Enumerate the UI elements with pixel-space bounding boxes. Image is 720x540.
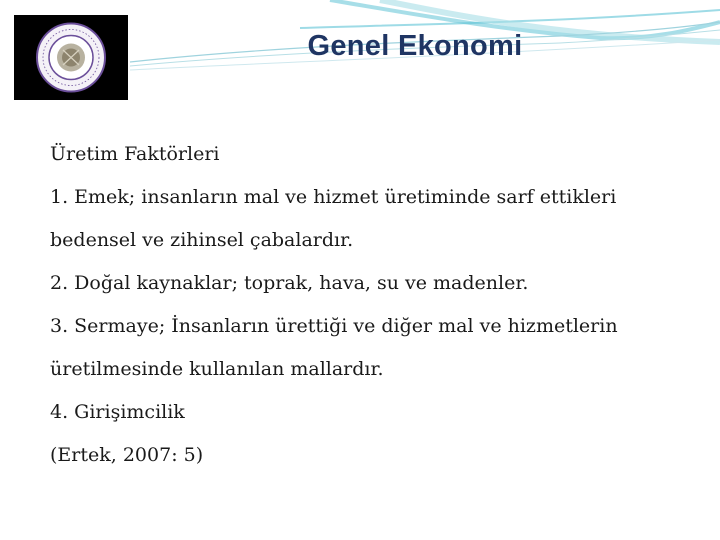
- list-item: 2. Doğal kaynaklar; toprak, hava, su ve madenler.: [50, 272, 529, 294]
- list-item-continuation: bedensel ve zihinsel çabalardır.: [50, 229, 354, 251]
- list-item: 3. Sermaye; İnsanların ürettiği ve diğer mal ve hizmetlerin: [50, 315, 618, 337]
- list-item-continuation: üretilmesinde kullanılan mallardır.: [50, 358, 384, 380]
- citation: (Ertek, 2007: 5): [50, 444, 204, 466]
- list-item: 1. Emek; insanların mal ve hizmet üretiminde sarf ettikleri: [50, 186, 617, 208]
- section-heading: Üretim Faktörleri: [50, 143, 220, 165]
- list-item: 4. Girişimcilik: [50, 401, 185, 423]
- slide-body: [50, 138, 690, 482]
- university-logo: [14, 15, 128, 100]
- slide-title: Genel Ekonomi: [307, 30, 523, 62]
- university-seal-icon: [14, 15, 128, 100]
